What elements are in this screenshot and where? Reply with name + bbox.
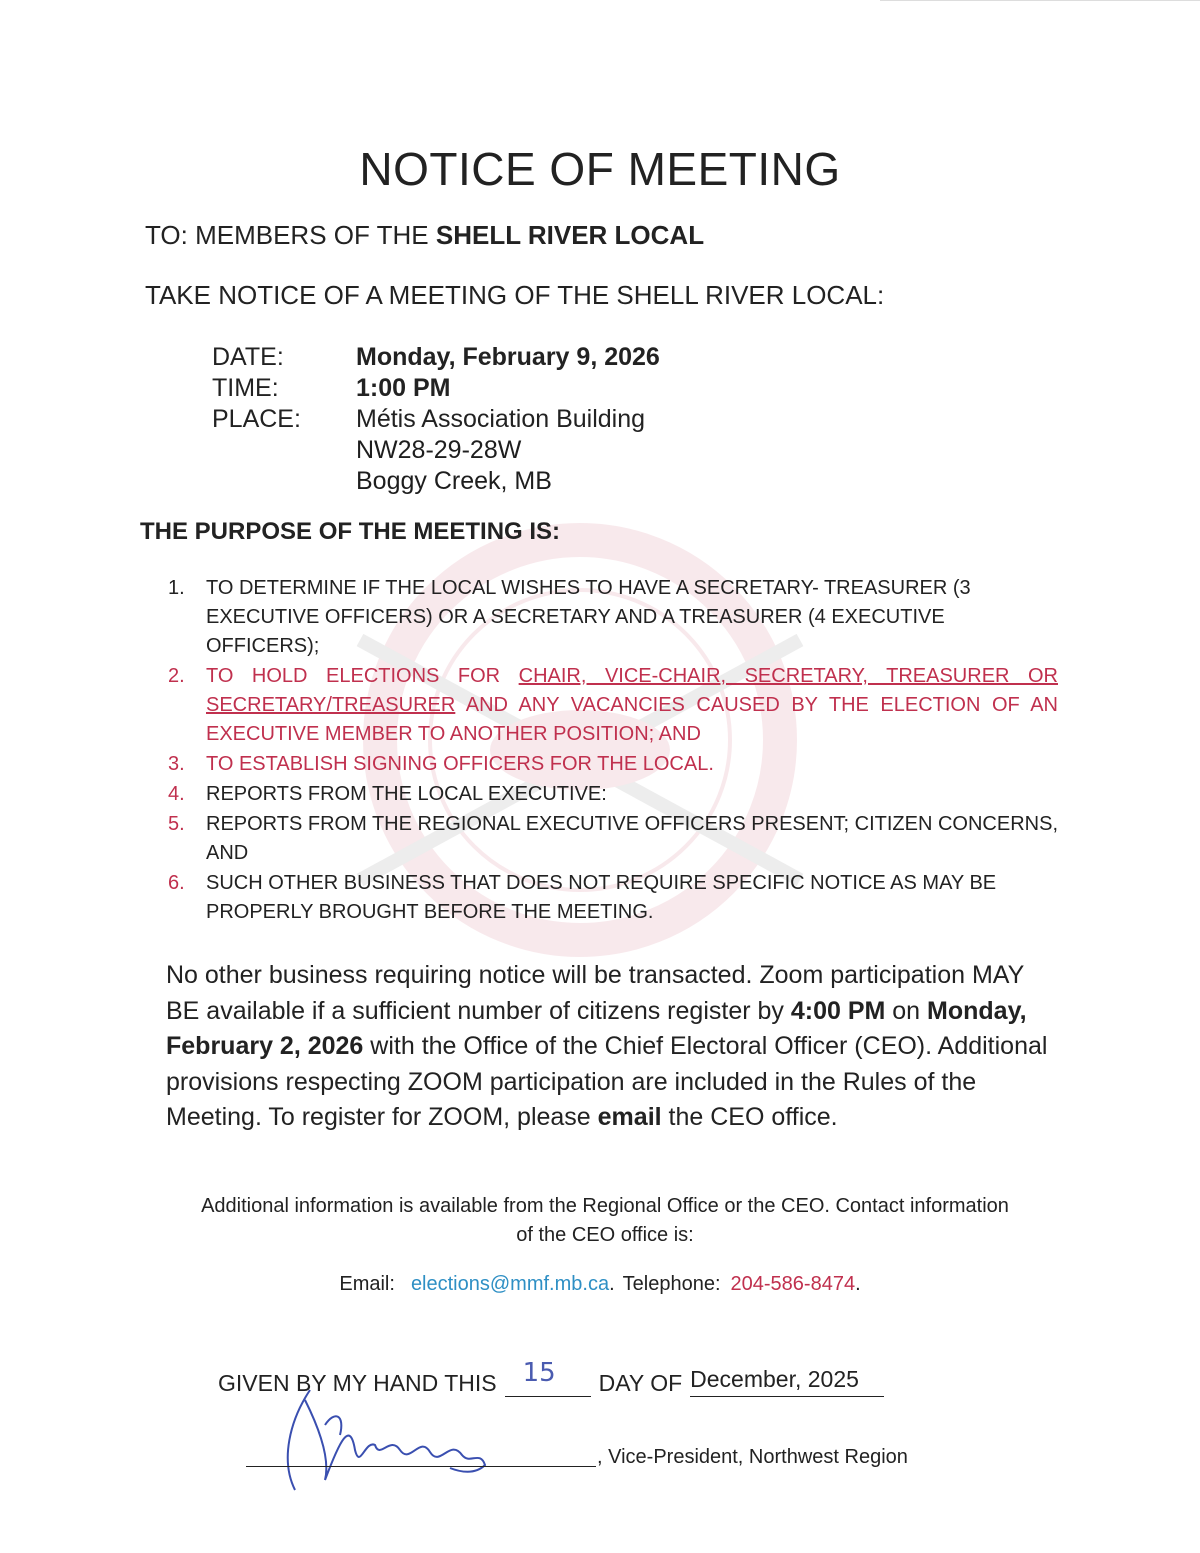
handwritten-day: 15 xyxy=(522,1358,556,1388)
telephone-label: Telephone: xyxy=(622,1273,721,1295)
list-item xyxy=(168,750,1058,779)
item-text-pre: TO HOLD ELECTIONS FOR xyxy=(206,665,519,687)
item-text: TO DETERMINE IF THE LOCAL WISHES TO HAVE A SECRETARY- TREASURER (3 EXECUTIVE OFFICERS) OR A SECRETARY AND A TREASURER (4 EXECUTIVE OFFICERS); xyxy=(206,577,971,657)
day-blank xyxy=(505,1358,591,1397)
list-item xyxy=(168,662,1058,749)
item-number: 4. xyxy=(168,783,185,805)
place-label: PLACE: xyxy=(212,405,301,433)
additional-info: Additional information is available from the Regional Office or the CEO. Contact information of the CEO office is: xyxy=(201,1195,1009,1246)
list-item xyxy=(168,869,1058,927)
purpose-list xyxy=(168,574,1058,928)
registration-deadline-time: 4:00 PM xyxy=(790,996,886,1025)
item-text: REPORTS FROM THE LOCAL EXECUTIVE: xyxy=(206,783,607,805)
recipients-prefix: TO: MEMBERS OF THE xyxy=(145,220,429,250)
purpose-heading: THE PURPOSE OF THE MEETING IS: xyxy=(140,518,561,545)
page-title: NOTICE OF MEETING xyxy=(359,143,841,195)
handwritten-signature xyxy=(270,1380,510,1500)
item-text: TO ESTABLISH SIGNING OFFICERS FOR THE LOCAL. xyxy=(206,753,714,775)
email-link[interactable]: elections@mmf.mb.ca xyxy=(410,1273,610,1295)
item-text-underlined: CHAIR, VICE-CHAIR, SECRETARY, TREASURER OR SECRETARY/TREASURER xyxy=(206,665,1058,716)
email-label: Email: xyxy=(339,1273,395,1295)
place-line-2: NW28-29-28W xyxy=(356,436,522,464)
item-text: SUCH OTHER BUSINESS THAT DOES NOT REQUIRE SPECIFIC NOTICE AS MAY BE PROPERLY BROUGHT BEFORE THE MEETING. xyxy=(206,872,997,923)
email-word: email xyxy=(597,1103,662,1131)
month-blank: December, 2025 xyxy=(690,1366,884,1397)
given-mid: DAY OF xyxy=(598,1370,683,1396)
date-label: DATE: xyxy=(212,343,284,371)
signature-line xyxy=(246,1466,596,1467)
item-text xyxy=(206,662,1058,749)
place-line-3: Boggy Creek, MB xyxy=(356,467,552,495)
date-value: Monday, February 9, 2026 xyxy=(356,343,660,371)
item-number: 2. xyxy=(168,665,185,687)
list-item xyxy=(168,574,1058,661)
local-name: SHELL RIVER LOCAL xyxy=(435,220,705,250)
list-item xyxy=(168,780,1058,809)
contact-line xyxy=(0,1273,1200,1296)
recipients-line xyxy=(145,220,704,251)
contact-dot: . xyxy=(855,1273,861,1295)
item-number: 3. xyxy=(168,753,185,775)
signatory-title: , Vice-President, Northwest Region xyxy=(597,1446,908,1468)
item-number: 1. xyxy=(168,577,185,599)
item-number: 6. xyxy=(168,872,185,894)
item-text: REPORTS FROM THE REGIONAL EXECUTIVE OFFICERS PRESENT; CITIZEN CONCERNS, AND xyxy=(206,813,1058,864)
contact-dot: . xyxy=(609,1273,615,1295)
place-line-1: Métis Association Building xyxy=(356,405,646,433)
zoom-text-2: on xyxy=(885,996,928,1025)
registration-deadline-date: Monday, February 2, 2026 xyxy=(166,996,1027,1060)
zoom-paragraph xyxy=(166,958,1056,1136)
zoom-text-4: the CEO office. xyxy=(661,1103,838,1131)
item-number: 5. xyxy=(168,813,185,835)
zoom-text-3: with the Office of the Chief Electoral Officer (CEO). Additional provisions respecting ZOOM participation are included in the Rules of the Meeting. To register for ZOOM, please xyxy=(166,1032,1048,1131)
time-value: 1:00 PM xyxy=(356,374,451,402)
take-notice-line: TAKE NOTICE OF A MEETING OF THE SHELL RIVER LOCAL: xyxy=(145,280,885,310)
list-item xyxy=(168,810,1058,868)
item-text-post: AND ANY VACANCIES CAUSED BY THE ELECTION OF AN EXECUTIVE MEMBER TO ANOTHER POSITION; AND xyxy=(206,694,1058,745)
zoom-text-1: No other business requiring notice will be transacted. Zoom participation MAY BE available if a sufficient number of citizens register by xyxy=(166,961,1024,1025)
scan-edge-line xyxy=(880,0,1200,1)
telephone-number[interactable]: 204-586-8474 xyxy=(730,1273,856,1295)
time-label: TIME: xyxy=(212,374,279,402)
meeting-details xyxy=(212,342,660,497)
given-prefix: GIVEN BY MY HAND THIS xyxy=(218,1370,497,1396)
